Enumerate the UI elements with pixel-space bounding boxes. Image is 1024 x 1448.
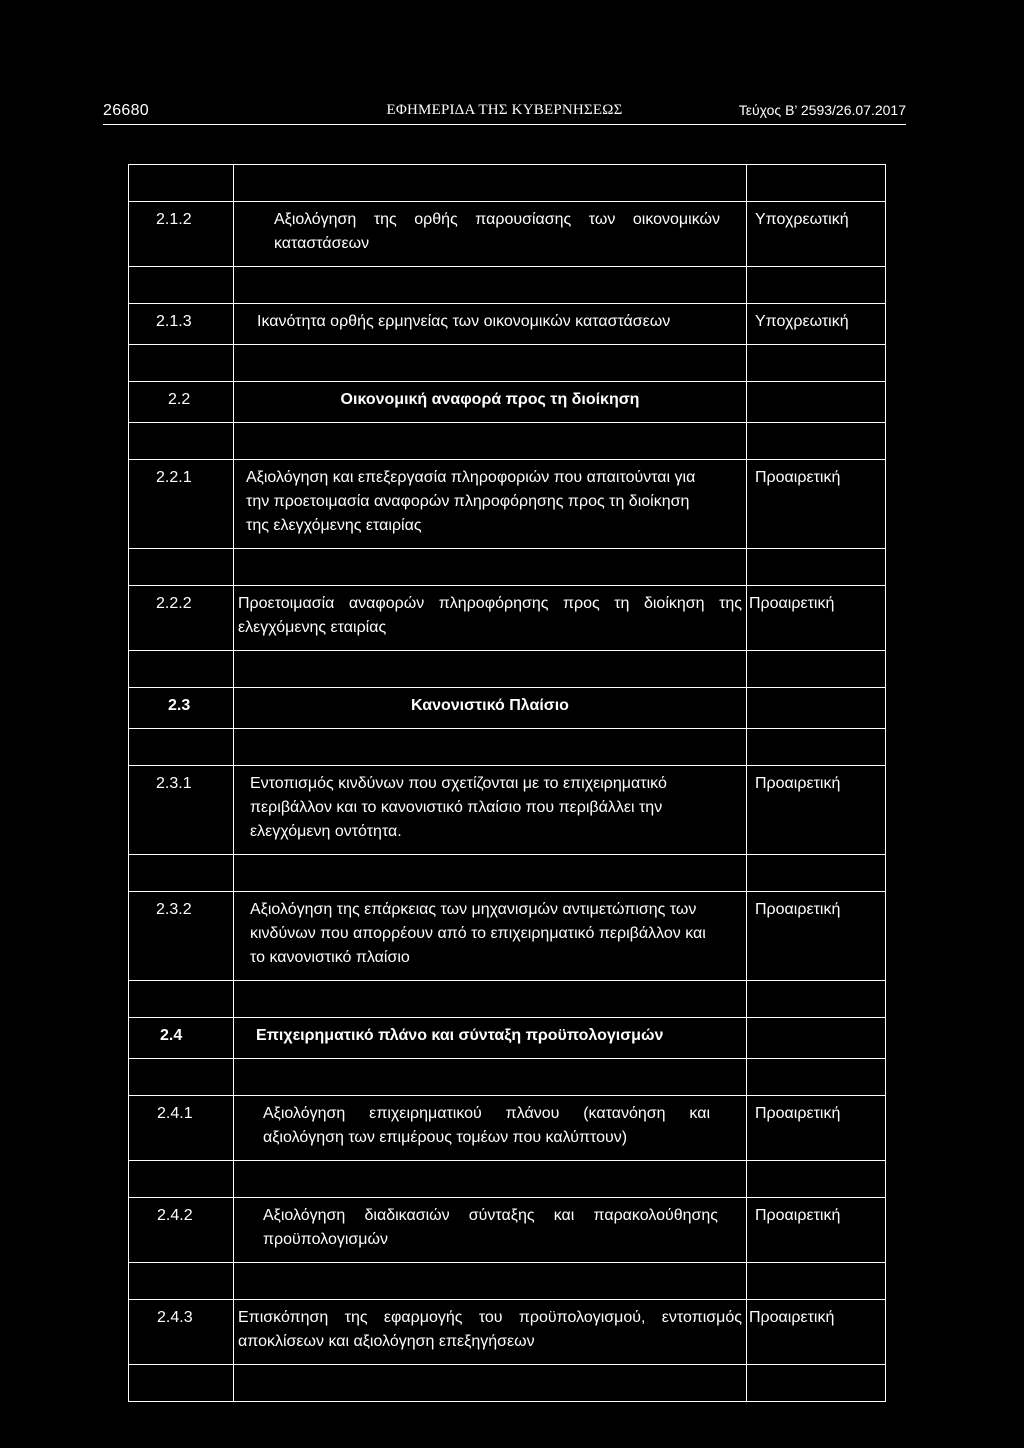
- table-row: [129, 304, 886, 345]
- row-code: 2.4.1: [129, 1096, 234, 1161]
- page-header: [103, 100, 906, 125]
- table-row: [129, 202, 886, 267]
- spacer-row: [129, 345, 886, 382]
- section-row: [129, 382, 886, 423]
- spacer-row: [129, 651, 886, 688]
- issue-reference: Τεύχος Β’ 2593/26.07.2017: [738, 102, 906, 118]
- row-status: Προαιρετική: [747, 1096, 886, 1161]
- row-description: Αξιολόγηση διαδικασιών σύνταξης και παρακολούθησης προϋπολογισμών: [234, 1198, 747, 1263]
- spacer-row: [129, 165, 886, 202]
- table-row: [129, 766, 886, 855]
- section-title: Επιχειρηματικό πλάνο και σύνταξη προϋπολογισμών: [234, 1018, 747, 1059]
- row-status: Προαιρετική: [747, 892, 886, 981]
- curriculum-table: [128, 164, 886, 1402]
- row-code: 2.3.1: [129, 766, 234, 855]
- spacer-row: [129, 729, 886, 766]
- row-status: Προαιρετική: [747, 460, 886, 549]
- spacer-row: [129, 855, 886, 892]
- row-code: 2.3.2: [129, 892, 234, 981]
- section-status: [747, 688, 886, 729]
- page-number: 26680: [103, 102, 149, 119]
- row-description: Εντοπισμός κινδύνων που σχετίζονται με το επιχειρηματικό περιβάλλον και το κανονιστικό πλαίσιο που περιβάλλει την ελεγχόμενη οντότητα.: [234, 766, 747, 855]
- table-row: [129, 460, 886, 549]
- row-status: Προαιρετική: [747, 586, 886, 651]
- publication-title: ΕΦΗΜΕΡΙΔΑ ΤΗΣ ΚΥΒΕΡΝΗΣΕΩΣ: [386, 102, 623, 118]
- section-status: [747, 382, 886, 423]
- table-row: [129, 1096, 886, 1161]
- spacer-row: [129, 1059, 886, 1096]
- row-description: Επισκόπηση της εφαρμογής του προϋπολογισμού, εντοπισμός αποκλίσεων και αξιολόγηση επεξηγήσεων: [234, 1300, 747, 1365]
- section-code: 2.3: [129, 688, 234, 729]
- spacer-row: [129, 981, 886, 1018]
- section-code: 2.2: [129, 382, 234, 423]
- row-description: Αξιολόγηση της ορθής παρουσίασης των οικονομικών καταστάσεων: [234, 202, 747, 267]
- row-description: Προετοιμασία αναφορών πληροφόρησης προς τη διοίκηση της ελεγχόμενης εταιρίας: [234, 586, 747, 651]
- row-status: Προαιρετική: [747, 766, 886, 855]
- section-code: 2.4: [129, 1018, 234, 1059]
- row-status: Προαιρετική: [747, 1198, 886, 1263]
- row-status: Υποχρεωτική: [747, 202, 886, 267]
- row-description: Αξιολόγηση και επεξεργασία πληροφοριών που απαιτούνται για την προετοιμασία αναφορών πληροφόρησης προς τη διοίκηση της ελεγχόμενης εταιρίας: [234, 460, 747, 549]
- row-description: Αξιολόγηση επιχειρηματικού πλάνου (κατανόηση και αξιολόγηση των επιμέρους τομέων που καλύπτουν): [234, 1096, 747, 1161]
- row-description: Αξιολόγηση της επάρκειας των μηχανισμών αντιμετώπισης των κινδύνων που απορρέουν από το επιχειρηματικό περιβάλλον και το κανονιστικό πλαίσιο: [234, 892, 747, 981]
- table-row: [129, 1198, 886, 1263]
- section-row: [129, 688, 886, 729]
- row-description: Ικανότητα ορθής ερμηνείας των οικονομικών καταστάσεων: [234, 304, 747, 345]
- table-row: [129, 586, 886, 651]
- table-row: [129, 1300, 886, 1365]
- spacer-row: [129, 1263, 886, 1300]
- row-code: 2.4.2: [129, 1198, 234, 1263]
- row-code: 2.4.3: [129, 1300, 234, 1365]
- section-status: [747, 1018, 886, 1059]
- spacer-row: [129, 549, 886, 586]
- row-code: 2.1.2: [129, 202, 234, 267]
- spacer-row: [129, 1161, 886, 1198]
- row-status: Προαιρετική: [747, 1300, 886, 1365]
- spacer-row: [129, 423, 886, 460]
- section-title: Οικονομική αναφορά προς τη διοίκηση: [234, 382, 747, 423]
- table-row: [129, 892, 886, 981]
- row-code: 2.2.2: [129, 586, 234, 651]
- section-title: Κανονιστικό Πλαίσιο: [234, 688, 747, 729]
- spacer-row: [129, 1365, 886, 1402]
- row-status: Υποχρεωτική: [747, 304, 886, 345]
- spacer-row: [129, 267, 886, 304]
- section-row: [129, 1018, 886, 1059]
- row-code: 2.2.1: [129, 460, 234, 549]
- row-code: 2.1.3: [129, 304, 234, 345]
